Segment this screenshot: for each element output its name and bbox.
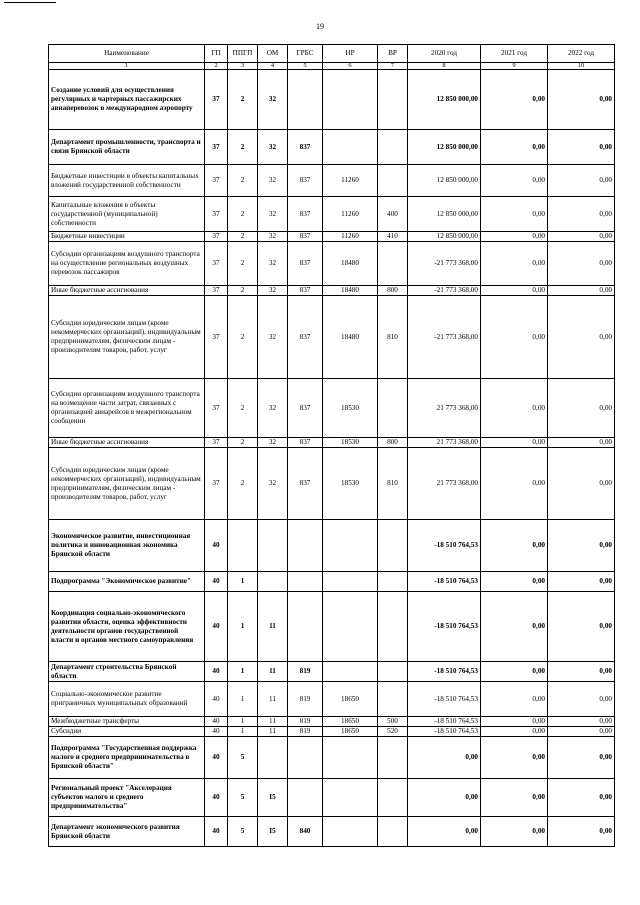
row-om: I5 <box>258 779 288 817</box>
table-row <box>49 197 615 232</box>
row-nr: 11260 <box>323 197 378 232</box>
row-ppgp: 2 <box>228 197 258 232</box>
row-amount-2021: 0,00 <box>481 662 548 682</box>
row-om: 11 <box>258 727 288 737</box>
row-vr <box>378 779 408 817</box>
row-om: 32 <box>258 130 288 165</box>
row-amount-2020: -18 510 764,53 <box>408 662 481 682</box>
row-ppgp: 2 <box>228 286 258 296</box>
row-om: 11 <box>258 717 288 727</box>
row-amount-2020: -18 510 764,53 <box>408 572 481 592</box>
column-number: 2 <box>205 63 228 70</box>
row-om: 11 <box>258 682 288 717</box>
row-amount-2022: 0,00 <box>548 520 615 572</box>
row-vr: 800 <box>378 438 408 448</box>
row-name: Межбюджетные трансферты <box>49 717 205 727</box>
row-grbs: 837 <box>288 197 323 232</box>
table-header-row <box>49 45 615 63</box>
row-om: 11 <box>258 592 288 662</box>
row-grbs <box>288 520 323 572</box>
row-nr: 18650 <box>323 727 378 737</box>
row-amount-2021: 0,00 <box>481 165 548 197</box>
row-vr: 520 <box>378 727 408 737</box>
row-ppgp: 2 <box>228 70 258 130</box>
row-name: Создание условий для осуществления регулярных и чартерных пассажирских авиаперевозок в международном аэропорту <box>49 70 205 130</box>
row-grbs: 819 <box>288 682 323 717</box>
row-grbs <box>288 737 323 779</box>
row-amount-2021: 0,00 <box>481 572 548 592</box>
row-nr: 18530 <box>323 379 378 438</box>
row-nr: 11260 <box>323 232 378 242</box>
row-amount-2020: -21 773 368,00 <box>408 242 481 286</box>
row-gp: 37 <box>205 197 228 232</box>
row-om: 32 <box>258 296 288 379</box>
table-row <box>49 817 615 847</box>
header-2021: 2021 год <box>481 45 548 63</box>
row-vr <box>378 379 408 438</box>
row-vr <box>378 592 408 662</box>
row-amount-2022: 0,00 <box>548 232 615 242</box>
row-amount-2020: 12 850 000,00 <box>408 165 481 197</box>
row-gp: 37 <box>205 286 228 296</box>
column-number: 4 <box>258 63 288 70</box>
row-name: Департамент экономического развития Брянской области <box>49 817 205 847</box>
row-gp: 37 <box>205 70 228 130</box>
row-ppgp: 1 <box>228 682 258 717</box>
table-row <box>49 286 615 296</box>
row-amount-2020: -18 510 764,53 <box>408 592 481 662</box>
row-nr <box>323 779 378 817</box>
row-name: Иные бюджетные ассигнования <box>49 438 205 448</box>
row-om: 32 <box>258 197 288 232</box>
row-name: Региональный проект "Акселерация субъектов малого и среднего предпринимательства" <box>49 779 205 817</box>
row-nr <box>323 662 378 682</box>
row-grbs: 837 <box>288 438 323 448</box>
row-ppgp: 2 <box>228 130 258 165</box>
row-om <box>258 520 288 572</box>
row-grbs <box>288 779 323 817</box>
row-nr <box>323 592 378 662</box>
row-nr: 18480 <box>323 296 378 379</box>
row-gp: 40 <box>205 682 228 717</box>
header-vr: ВР <box>378 45 408 63</box>
table-row <box>49 682 615 717</box>
row-vr <box>378 572 408 592</box>
row-amount-2021: 0,00 <box>481 448 548 520</box>
row-vr <box>378 130 408 165</box>
row-name: Субсидии юридическим лицам (кроме некоммерческих организаций), индивидуальным предпринимателям, физическим лицам - производителям товаров, работ, услуг <box>49 448 205 520</box>
row-nr <box>323 130 378 165</box>
row-nr: 11260 <box>323 165 378 197</box>
row-amount-2022: 0,00 <box>548 70 615 130</box>
row-om: 11 <box>258 662 288 682</box>
row-nr: 18480 <box>323 286 378 296</box>
row-amount-2022: 0,00 <box>548 737 615 779</box>
row-amount-2021: 0,00 <box>481 379 548 438</box>
row-amount-2020: -18 510 764,53 <box>408 717 481 727</box>
row-amount-2021: 0,00 <box>481 286 548 296</box>
row-vr <box>378 817 408 847</box>
row-amount-2021: 0,00 <box>481 817 548 847</box>
column-number: 5 <box>288 63 323 70</box>
row-amount-2020: -21 773 368,00 <box>408 286 481 296</box>
row-name: Департамент промышленности, транспорта и связи Брянской области <box>49 130 205 165</box>
header-gp: ГП <box>205 45 228 63</box>
row-amount-2022: 0,00 <box>548 197 615 232</box>
row-vr: 810 <box>378 448 408 520</box>
row-amount-2020: -18 510 764,53 <box>408 727 481 737</box>
table-row <box>49 572 615 592</box>
row-ppgp: 2 <box>228 296 258 379</box>
row-gp: 40 <box>205 592 228 662</box>
table-row <box>49 379 615 438</box>
row-amount-2022: 0,00 <box>548 779 615 817</box>
row-amount-2022: 0,00 <box>548 242 615 286</box>
row-om: 32 <box>258 232 288 242</box>
table-row <box>49 727 615 737</box>
row-amount-2022: 0,00 <box>548 682 615 717</box>
column-number: 3 <box>228 63 258 70</box>
row-grbs: 819 <box>288 662 323 682</box>
row-amount-2022: 0,00 <box>548 165 615 197</box>
row-ppgp: 1 <box>228 572 258 592</box>
column-number: 9 <box>481 63 548 70</box>
row-ppgp: 2 <box>228 438 258 448</box>
row-amount-2021: 0,00 <box>481 70 548 130</box>
row-amount-2022: 0,00 <box>548 717 615 727</box>
header-ppgp: ППГП <box>228 45 258 63</box>
row-gp: 37 <box>205 232 228 242</box>
row-grbs: 837 <box>288 286 323 296</box>
row-ppgp: 5 <box>228 817 258 847</box>
row-amount-2021: 0,00 <box>481 232 548 242</box>
row-gp: 40 <box>205 520 228 572</box>
row-vr <box>378 520 408 572</box>
row-gp: 40 <box>205 817 228 847</box>
table-row <box>49 242 615 286</box>
row-amount-2022: 0,00 <box>548 572 615 592</box>
row-vr: 500 <box>378 717 408 727</box>
row-name: Субсидии организациям воздушного транспорта на осуществление региональных воздушных перевозок пассажиров <box>49 242 205 286</box>
row-ppgp: 1 <box>228 592 258 662</box>
column-number-row <box>49 63 615 70</box>
row-amount-2022: 0,00 <box>548 817 615 847</box>
row-amount-2021: 0,00 <box>481 592 548 662</box>
row-amount-2022: 0,00 <box>548 448 615 520</box>
row-om <box>258 737 288 779</box>
row-om: 32 <box>258 165 288 197</box>
row-nr: 18650 <box>323 682 378 717</box>
row-gp: 37 <box>205 438 228 448</box>
row-name: Капитальные вложения в объекты государственной (муниципальной) собственности <box>49 197 205 232</box>
row-amount-2020: 21 773 368,00 <box>408 448 481 520</box>
column-number: 8 <box>408 63 481 70</box>
row-amount-2020: 0,00 <box>408 737 481 779</box>
row-name: Бюджетные инвестиции в объекты капитальных вложений государственной собственности <box>49 165 205 197</box>
row-ppgp: 2 <box>228 448 258 520</box>
row-nr: 18530 <box>323 438 378 448</box>
row-ppgp: 2 <box>228 165 258 197</box>
row-amount-2020: 12 850 000,00 <box>408 130 481 165</box>
row-grbs <box>288 572 323 592</box>
row-name: Иные бюджетные ассигнования <box>49 286 205 296</box>
row-amount-2020: 12 850 000,00 <box>408 70 481 130</box>
row-gp: 40 <box>205 662 228 682</box>
row-gp: 40 <box>205 737 228 779</box>
row-om <box>258 572 288 592</box>
row-vr <box>378 165 408 197</box>
row-amount-2020: 21 773 368,00 <box>408 379 481 438</box>
row-grbs <box>288 592 323 662</box>
table-row <box>49 779 615 817</box>
row-ppgp: 2 <box>228 242 258 286</box>
table-row <box>49 296 615 379</box>
row-nr <box>323 737 378 779</box>
row-grbs: 837 <box>288 232 323 242</box>
row-amount-2020: 12 850 000,00 <box>408 232 481 242</box>
table-row <box>49 448 615 520</box>
table-row <box>49 662 615 682</box>
row-om: 32 <box>258 448 288 520</box>
row-name: Субсидии <box>49 727 205 737</box>
row-name: Департамент строительства Брянской области <box>49 662 205 682</box>
table-row <box>49 232 615 242</box>
column-number: 6 <box>323 63 378 70</box>
row-vr: 800 <box>378 286 408 296</box>
row-amount-2022: 0,00 <box>548 286 615 296</box>
row-name: Субсидии юридическим лицам (кроме некоммерческих организаций), индивидуальным предпринимателям, физическим лицам - производителям товаров, работ, услуг <box>49 296 205 379</box>
row-vr <box>378 70 408 130</box>
row-ppgp: 1 <box>228 662 258 682</box>
row-vr <box>378 737 408 779</box>
row-amount-2022: 0,00 <box>548 727 615 737</box>
table-row <box>49 438 615 448</box>
row-grbs: 837 <box>288 296 323 379</box>
row-grbs: 837 <box>288 242 323 286</box>
row-nr <box>323 817 378 847</box>
row-name: Социально-экономическое развитие приграничных муниципальных образований <box>49 682 205 717</box>
header-2022: 2022 год <box>548 45 615 63</box>
row-grbs: 837 <box>288 448 323 520</box>
row-amount-2021: 0,00 <box>481 242 548 286</box>
row-gp: 40 <box>205 779 228 817</box>
row-ppgp <box>228 520 258 572</box>
row-grbs: 840 <box>288 817 323 847</box>
row-vr <box>378 682 408 717</box>
row-vr: 810 <box>378 296 408 379</box>
column-number: 10 <box>548 63 615 70</box>
row-vr: 400 <box>378 197 408 232</box>
row-amount-2021: 0,00 <box>481 296 548 379</box>
row-amount-2022: 0,00 <box>548 592 615 662</box>
row-gp: 40 <box>205 727 228 737</box>
row-amount-2022: 0,00 <box>548 296 615 379</box>
row-nr: 18480 <box>323 242 378 286</box>
row-name: Подпрограмма "Государственная поддержка малого и среднего предпринимательства в Брянской области" <box>49 737 205 779</box>
row-amount-2020: -21 773 368,00 <box>408 296 481 379</box>
row-name: Подпрограмма "Экономическое развитие" <box>49 572 205 592</box>
row-grbs: 819 <box>288 727 323 737</box>
row-amount-2021: 0,00 <box>481 520 548 572</box>
header-nr: НР <box>323 45 378 63</box>
row-gp: 37 <box>205 296 228 379</box>
row-ppgp: 1 <box>228 717 258 727</box>
row-name: Бюджетные инвестиции <box>49 232 205 242</box>
row-gp: 37 <box>205 130 228 165</box>
row-vr: 410 <box>378 232 408 242</box>
row-grbs: 837 <box>288 130 323 165</box>
row-om: I5 <box>258 817 288 847</box>
row-om: 32 <box>258 438 288 448</box>
header-grbs: ГРБС <box>288 45 323 63</box>
header-om: ОМ <box>258 45 288 63</box>
row-amount-2021: 0,00 <box>481 438 548 448</box>
table-row <box>49 737 615 779</box>
row-nr: 18650 <box>323 717 378 727</box>
row-amount-2020: -18 510 764,53 <box>408 682 481 717</box>
row-nr: 18530 <box>323 448 378 520</box>
header-name: Наименование <box>49 45 205 63</box>
row-amount-2020: 0,00 <box>408 817 481 847</box>
row-gp: 37 <box>205 165 228 197</box>
row-om: 32 <box>258 286 288 296</box>
table-row <box>49 130 615 165</box>
header-2020: 2020 год <box>408 45 481 63</box>
row-name: Координация социально-экономического развития области, оценка эффективности деятельности органов государственной власти и органов местного самоуправления <box>49 592 205 662</box>
row-ppgp: 1 <box>228 727 258 737</box>
row-amount-2022: 0,00 <box>548 662 615 682</box>
row-amount-2022: 0,00 <box>548 130 615 165</box>
row-amount-2020: 21 773 368,00 <box>408 438 481 448</box>
row-amount-2021: 0,00 <box>481 682 548 717</box>
table-row <box>49 70 615 130</box>
row-gp: 40 <box>205 572 228 592</box>
row-amount-2021: 0,00 <box>481 779 548 817</box>
row-amount-2021: 0,00 <box>481 727 548 737</box>
row-grbs: 837 <box>288 165 323 197</box>
row-grbs: 819 <box>288 717 323 727</box>
table-row <box>49 165 615 197</box>
row-gp: 37 <box>205 242 228 286</box>
row-nr <box>323 70 378 130</box>
row-amount-2021: 0,00 <box>481 130 548 165</box>
row-ppgp: 2 <box>228 232 258 242</box>
row-grbs: 837 <box>288 379 323 438</box>
row-amount-2021: 0,00 <box>481 717 548 727</box>
row-nr <box>323 520 378 572</box>
page-number: 19 <box>316 22 324 31</box>
row-amount-2020: -18 510 764,53 <box>408 520 481 572</box>
row-name: Экономическое развитие, инвестиционная политика и инновационная экономика Брянской области <box>49 520 205 572</box>
table-row <box>49 520 615 572</box>
row-gp: 37 <box>205 448 228 520</box>
table-body <box>49 70 615 847</box>
top-rule-line <box>4 2 56 3</box>
budget-table <box>48 44 615 847</box>
table-row <box>49 592 615 662</box>
row-ppgp: 2 <box>228 379 258 438</box>
row-amount-2020: 0,00 <box>408 779 481 817</box>
row-gp: 40 <box>205 717 228 727</box>
row-grbs <box>288 70 323 130</box>
row-ppgp: 5 <box>228 779 258 817</box>
row-vr <box>378 662 408 682</box>
row-amount-2022: 0,00 <box>548 379 615 438</box>
row-amount-2021: 0,00 <box>481 197 548 232</box>
column-number: 7 <box>378 63 408 70</box>
table-row <box>49 717 615 727</box>
row-gp: 37 <box>205 379 228 438</box>
row-vr <box>378 242 408 286</box>
row-amount-2022: 0,00 <box>548 438 615 448</box>
row-amount-2020: 12 850 000,00 <box>408 197 481 232</box>
row-ppgp: 5 <box>228 737 258 779</box>
row-name: Субсидии организациям воздушного транспорта на возмещение части затрат, связанных с организацией авиарейсов в межрегиональном сообщении <box>49 379 205 438</box>
column-number: 1 <box>49 63 205 70</box>
row-om: 32 <box>258 379 288 438</box>
row-nr <box>323 572 378 592</box>
row-om: 32 <box>258 242 288 286</box>
row-om: 32 <box>258 70 288 130</box>
row-amount-2021: 0,00 <box>481 737 548 779</box>
